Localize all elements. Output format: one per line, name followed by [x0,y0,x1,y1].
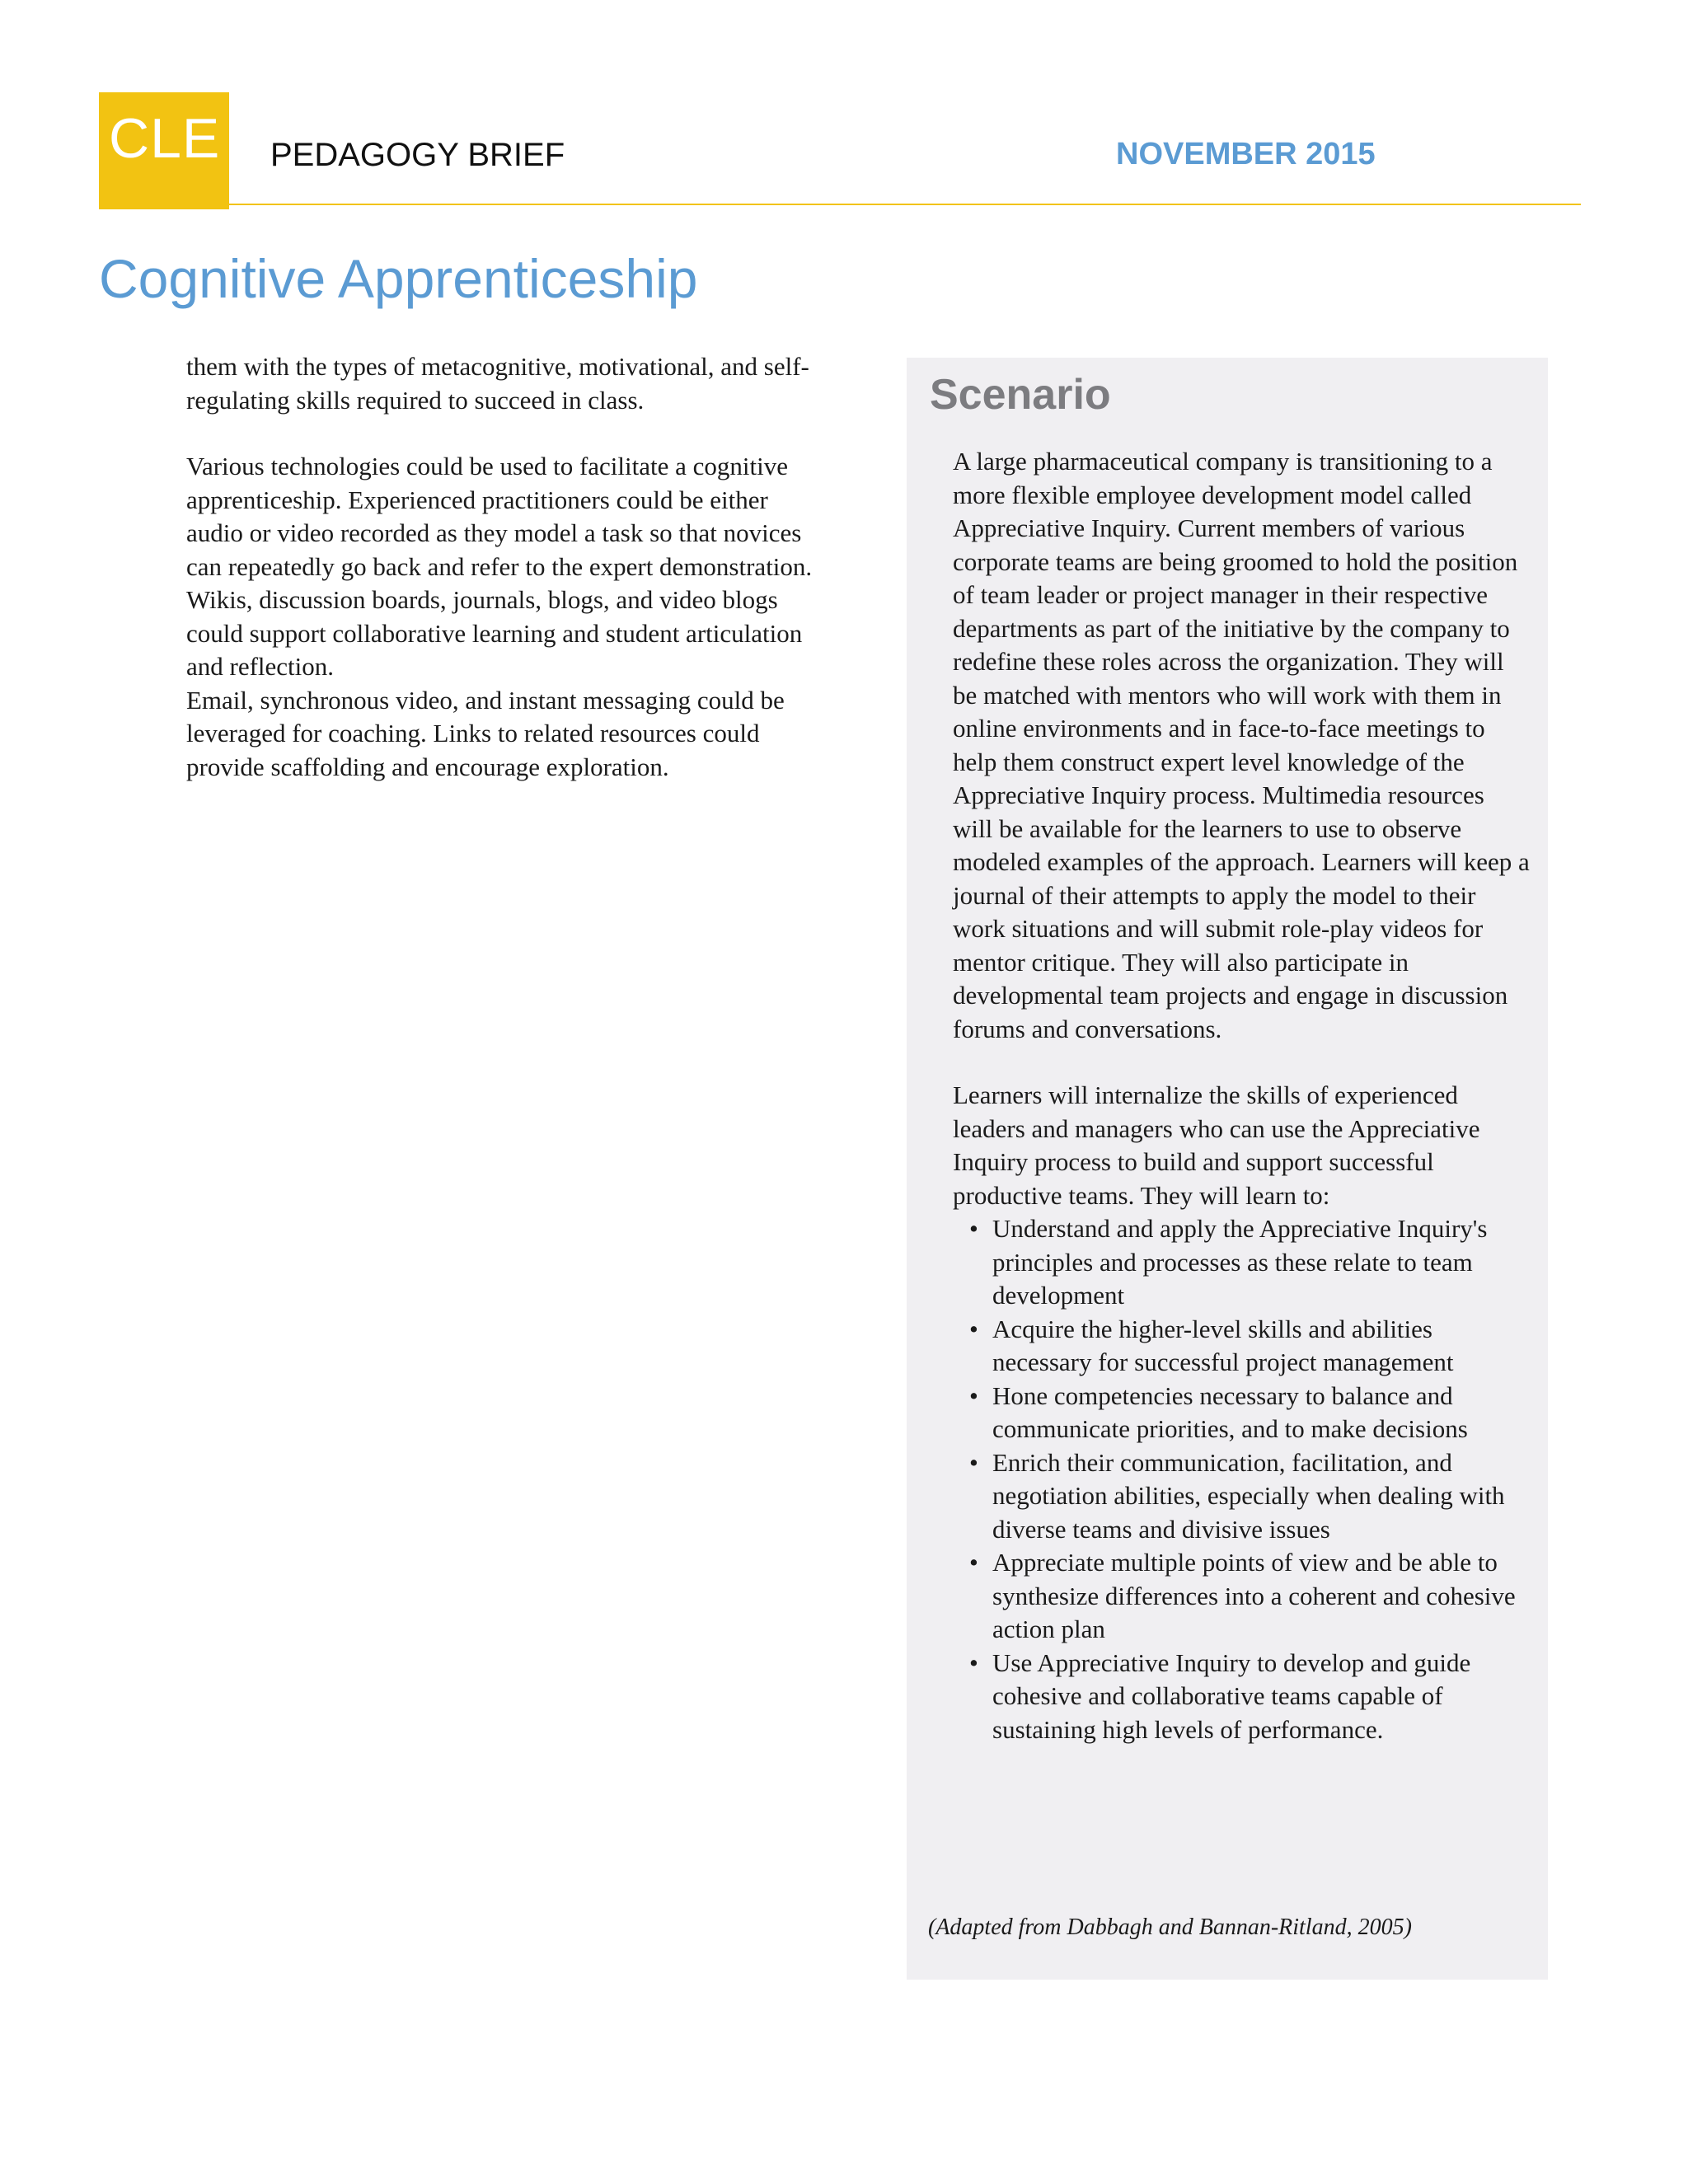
publication-date: NOVEMBER 2015 [1116,137,1376,171]
bullet-icon: • [969,1548,978,1577]
learning-outcomes-list [953,1212,1530,1746]
paragraph-spacer [186,417,813,450]
header-divider [229,204,1581,205]
scenario-sidebar [907,358,1548,1980]
cle-logo [99,92,229,209]
list-item [953,1647,1530,1747]
body-paragraph: Various technologies could be used to facilitate a cognitive apprenticeship. Experienced practitioners could be either audio or video recorded as they model a task so that novices can repeatedly go back and refer to the expert demonstration. Wikis, discussion boards, journals, blogs, and video blogs could support collaborative learning and student articulation and reflection. [186,452,813,681]
list-item [953,1380,1530,1446]
scenario-body [953,445,1530,1746]
list-item-text: Hone competencies necessary to balance and communicate priorities, and to make decisions [992,1380,1468,1443]
list-item-text: Acquire the higher-level skills and abilities necessary for successful project management [992,1314,1454,1376]
body-paragraph: them with the types of metacognitive, motivational, and self- regulating skills required to succeed in class. [186,352,809,415]
brief-label: PEDAGOGY BRIEF [270,137,565,173]
page-title: Cognitive Apprenticeship [99,248,698,309]
list-item [953,1546,1530,1647]
list-item-text: Understand and apply the Appreciative Inquiry's principles and processes as these relate to team development [992,1214,1488,1310]
list-item [953,1446,1530,1547]
list-item [953,1313,1530,1380]
scenario-paragraph: A large pharmaceutical company is transitioning to a more flexible employee development model called Appreciative Inquiry. Current members of various corporate teams are being groomed to hold the position of team leader or project manager in their respective departments as part of the initiative by the company to redefine these roles across the organization. They will be matched with mentors who will work with them in online environments and in face-to-face meetings to help them construct expert level knowledge of the Appreciative Inquiry process. Multimedia resources will be available for the learners to use to observe modeled examples of the approach. Learners will keep a journal of their attempts to apply the model to their work situations and will submit role-play videos for mentor critique. They will also participate in developmental team projects and engage in discussion forums and conversations. [953,447,1530,1043]
list-item-text: Enrich their communication, facilitation, and negotiation abilities, especially when dealing with diverse teams and divisive issues [992,1447,1505,1544]
scenario-heading: Scenario [930,371,1111,419]
bullet-icon: • [969,1214,978,1243]
bullet-icon: • [969,1314,978,1343]
body-paragraph: Email, synchronous video, and instant messaging could be leveraged for coaching. Links to related resources could provide scaffolding and encourage exploration. [186,685,785,781]
bullet-icon: • [969,1647,978,1677]
scenario-paragraph: Learners will internalize the skills of experienced leaders and managers who can use the Appreciative Inquiry process to build and support successful productive teams. They will learn to: [953,1080,1480,1210]
logo-text: CLE [109,107,221,170]
bullet-icon: • [969,1447,978,1477]
paragraph-spacer [953,1046,1530,1079]
list-item-text: Appreciate multiple points of view and be able to synthesize differences into a coherent and cohesive action plan [992,1548,1516,1643]
body-column [186,350,813,784]
list-item [953,1212,1530,1313]
scenario-citation: (Adapted from Dabbagh and Bannan-Ritland, 2005) [928,1915,1412,1940]
bullet-icon: • [969,1380,978,1410]
list-item-text: Use Appreciative Inquiry to develop and guide cohesive and collaborative teams capable of sustaining high levels of performance. [992,1647,1471,1744]
